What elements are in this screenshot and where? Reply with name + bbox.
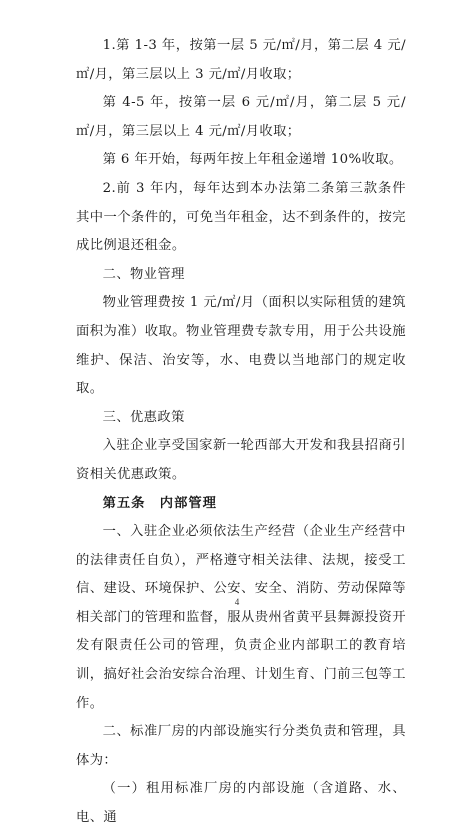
page-number: 4	[234, 597, 240, 607]
paragraph-rent-exemption: 2.前 3 年内，每年达到本办法第二条第三款条件其中一个条件的，可免当年租金，达不到条件的，按完成比例退还租金。	[76, 180, 406, 254]
section-heading-property-management: 二、物业管理	[102, 266, 185, 282]
paragraph-rent-year-6: 第 6 年开始，每两年按上年租金递增 10%收取。	[102, 152, 403, 168]
paragraph-preferential-policy: 入驻企业享受国家新一轮西部大开发和我县招商引资相关优惠政策。	[76, 438, 406, 482]
document-body	[76, 32, 406, 833]
paragraph-rent-years-1-3: 1.第 1-3 年，按第一层 5 元/㎡/月，第二层 4 元/㎡/月，第三层以上 3 元/㎡/月收取；	[76, 38, 406, 82]
paragraph-facility-item-1: （一）租用标准厂房的内部设施（含道路、水、电、通	[76, 781, 406, 826]
paragraph-legal-operation: 一、入驻企业必须依法生产经营（企业生产经营中的法律责任自负），严格遵守相关法律、法规，接受工信、建设、环境保护、公安、安全、消防、劳动保障等相关部门的管理和监督，服从贵州省黄平县舞源投资开发有限责任公司的管理，负责企业内部职工的教育培训，搞好社会治安综合治理、计划生育、门前三包等工作。	[76, 524, 406, 711]
article-title-internal-management: 第五条 内部管理	[102, 495, 217, 511]
paragraph-facility-management: 二、标准厂房的内部设施实行分类负责和管理，具体为：	[76, 724, 406, 768]
paragraph-rent-years-4-5: 第 4-5 年，按第一层 6 元/㎡/月，第二层 5 元/㎡/月，第三层以上 4 元/㎡/月收取；	[76, 95, 406, 139]
paragraph-property-fee: 物业管理费按 1 元/㎡/月（面积以实际租赁的建筑面积为准）收取。物业管理费专款专用，用于公共设施维护、保洁、治安等，水、电费以当地部门的规定收取。	[76, 295, 406, 397]
section-heading-preferential-policy: 三、优惠政策	[102, 409, 185, 425]
